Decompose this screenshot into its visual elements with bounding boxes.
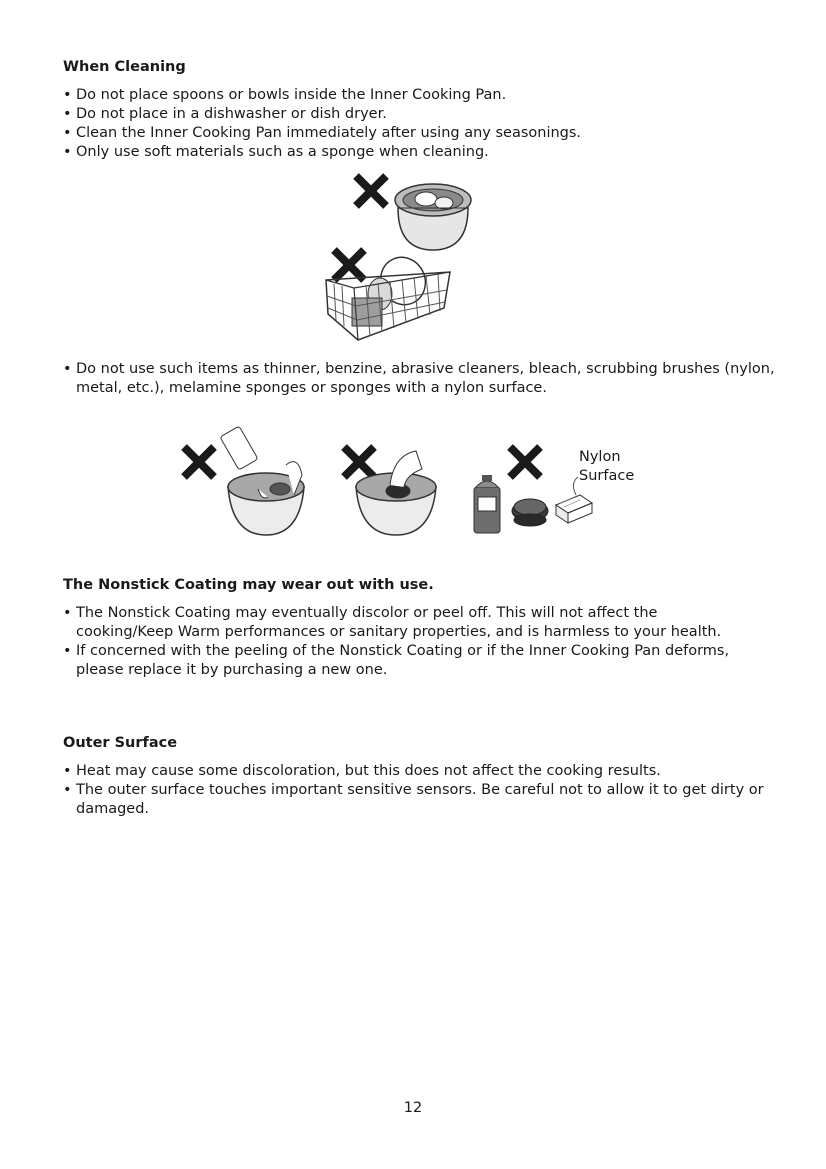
list-item: • Do not place spoons or bowls inside the Inner Cooking Pan. — [63, 86, 783, 105]
section-heading-when-cleaning: When Cleaning — [63, 59, 186, 75]
list-item: • Clean the Inner Cooking Pan immediately after using any seasonings. — [63, 124, 783, 143]
no-bowls-no-dishwasher-illustration — [318, 168, 478, 343]
pan-with-thinner-icon — [220, 426, 304, 535]
prohibited-x-icon — [334, 250, 364, 280]
scouring-pad-icon — [512, 499, 548, 526]
surface-label-line: Surface — [579, 468, 635, 484]
prohibited-x-icon — [184, 447, 214, 477]
prohibited-x-icon — [344, 447, 374, 477]
section-heading-outer-surface: Outer Surface — [63, 735, 178, 751]
list-item: • Do not use such items as thinner, benzine, abrasive cleaners, bleach, scrubbing brushes (nylon, metal, etc.), melamine sponges or sponges with a nylon surface. — [63, 360, 783, 398]
section-heading-nonstick-coating: The Nonstick Coating may wear out with use. — [63, 577, 434, 593]
prohibited-items-list — [63, 360, 783, 398]
outer-surface-list — [63, 762, 783, 819]
spray-can-icon — [474, 475, 500, 533]
page-number: 12 — [403, 1100, 423, 1116]
list-item: • The outer surface touches important sensitive sensors. Be careful not to allow it to get dirty or damaged. — [63, 781, 783, 819]
list-item: • Heat may cause some discoloration, but this does not affect the cooking results. — [63, 762, 783, 781]
nylon-label-line: Nylon — [579, 449, 621, 465]
nylon-surface-label — [579, 448, 659, 486]
pan-with-scrubbing-brush-icon — [356, 451, 436, 535]
inner-pan-with-bowls-icon — [395, 184, 471, 250]
list-item: • The Nonstick Coating may eventually discolor or peel off. This will not affect the cooking/Keep Warm performances or sanitary properties, and is harmless to your health. — [63, 604, 743, 642]
prohibited-x-icon — [356, 176, 386, 206]
when-cleaning-list — [63, 86, 783, 162]
nonstick-coating-list — [63, 604, 743, 680]
list-item: • Only use soft materials such as a sponge when cleaning. — [63, 143, 783, 162]
list-item: • Do not place in a dishwasher or dish dryer. — [63, 105, 783, 124]
list-item: • If concerned with the peeling of the Nonstick Coating or if the Inner Cooking Pan deforms, please replace it by purchasing a new one. — [63, 642, 743, 680]
prohibited-x-icon — [510, 447, 540, 477]
prohibited-cleaners-illustration — [176, 425, 646, 545]
